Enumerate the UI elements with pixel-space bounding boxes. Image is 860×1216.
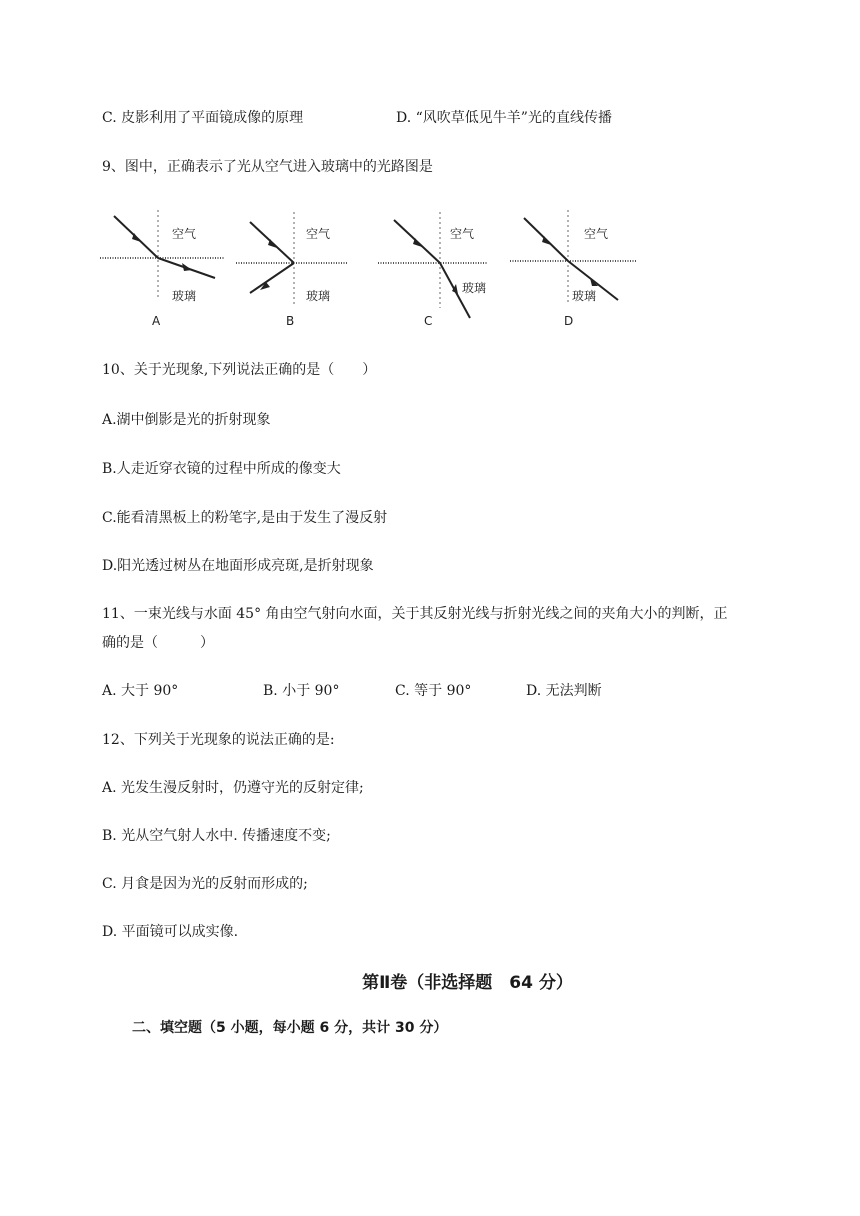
q11-option-c: C. 等于 90° <box>395 683 472 699</box>
q9-b-letter: B <box>286 314 295 328</box>
q9-b-air-label: 空气 <box>306 227 331 241</box>
q10-option-c: C.能看清黑板上的粉笔字,是由于发生了漫反射 <box>102 510 388 526</box>
q10-option-b: B.人走近穿衣镜的过程中所成的像变大 <box>102 461 341 477</box>
q9-b-glass-label: 玻璃 <box>306 289 331 303</box>
q12-option-a: A. 光发生漫反射时，仍遵守光的反射定律; <box>102 780 364 796</box>
q12-option-d: D. 平面镜可以成实像. <box>102 924 239 940</box>
q9-c-glass-label: 玻璃 <box>462 281 487 295</box>
q12-option-b: B. 光从空气射人水中. 传播速度不变; <box>102 828 331 844</box>
section-title: 第Ⅱ卷（非选择题 64 分） <box>362 973 573 993</box>
q10-option-d: D.阳光透过树丛在地面形成亮斑,是折射现象 <box>102 558 374 574</box>
q10-option-a: A.湖中倒影是光的折射现象 <box>102 412 271 428</box>
q9-diagram-b <box>236 208 376 330</box>
q9-diagram-d <box>510 208 650 330</box>
q12-stem: 12、下列关于光现象的说法正确的是: <box>102 732 335 748</box>
q8-option-c: C. 皮影利用了平面镜成像的原理 <box>102 110 304 126</box>
q9-a-letter: A <box>152 314 161 328</box>
q12-option-c: C. 月食是因为光的反射而形成的; <box>102 876 308 892</box>
q9-stem: 9、图中，正确表示了光从空气进入玻璃中的光路图是 <box>102 159 433 175</box>
q11-option-a: A. 大于 90° <box>102 683 179 699</box>
q9-c-letter: C <box>424 314 433 328</box>
q9-d-air-label: 空气 <box>584 227 609 241</box>
q9-d-letter: D <box>564 314 574 328</box>
q9-c-air-label: 空气 <box>450 227 475 241</box>
q11-stem-line1: 11、一束光线与水面 45° 角由空气射向水面，关于其反射光线与折射光线之间的夹角大小的判断，正 <box>102 606 728 622</box>
subsection-title: 二、填空题（5 小题，每小题 6 分，共计 30 分） <box>132 1020 448 1036</box>
q9-diagram-c <box>378 208 518 330</box>
q11-stem-line2: 确的是（ ） <box>102 635 214 651</box>
q9-a-air-label: 空气 <box>172 227 197 241</box>
q9-a-glass-label: 玻璃 <box>172 289 197 303</box>
q8-option-d: D. “风吹草低见牛羊”光的直线传播 <box>396 110 612 126</box>
q9-diagram-a <box>100 208 240 330</box>
q11-option-d: D. 无法判断 <box>526 683 602 699</box>
q9-d-glass-label: 玻璃 <box>572 289 597 303</box>
q10-stem: 10、关于光现象,下列说法正确的是（ ） <box>102 362 377 378</box>
q11-option-b: B. 小于 90° <box>263 683 340 699</box>
